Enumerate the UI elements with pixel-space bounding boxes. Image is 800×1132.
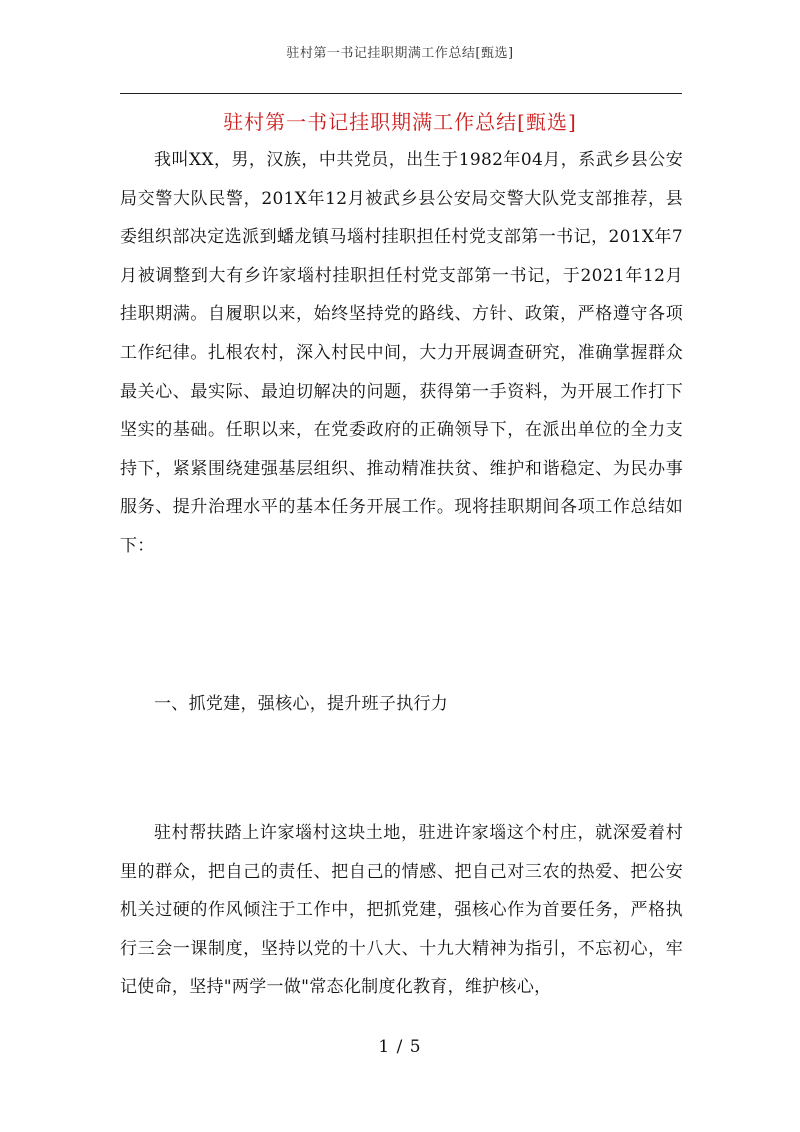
document-title: 驻村第一书记挂职期满工作总结[甄选] (223, 110, 577, 134)
page-number: 1 / 5 (378, 1037, 422, 1057)
section-heading-1: 一、抓党建，强核心，提升班子执行力 (154, 694, 449, 714)
body-text-block-2 (120, 814, 683, 1007)
paragraph-introduction: 我叫XX，男，汉族，中共党员，出生于1982年04月，系武乡县公安局交警大队民警，201X年12月被武乡县公安局交警大队党支部推荐，县委组织部决定选派到蟠龙镇马堖村挂职担任村党支部第一书记，201X年7月被调整到大有乡许家堖村挂职担任村党支部第一书记，于2021年12月挂职期满。自履职以来，始终坚持党的路线、方针、政策，严格遵守各项工作纪律。扎根农村，深入村民中间，大力开展调查研究，准确掌握群众最关心、最实际、最迫切解决的问题，获得第一手资料，为开展工作打下坚实的基础。任职以来，在党委政府的正确领导下，在派出单位的全力支持下，紧紧围绕建强基层组织、推动精准扶贫、维护和谐稳定、为民办事服务、提升治理水平的基本任务开展工作。现将挂职期间各项工作总结如下： (120, 150, 683, 556)
paragraph-party-building: 驻村帮扶踏上许家堖村这块土地，驻进许家堖这个村庄，就深爱着村里的群众，把自己的责任、把自己的情感、把自己对三农的热爱、把公安机关过硬的作风倾注于工作中，把抓党建，强核心作为首要任务，严格执行三会一课制度，坚持以党的十八大、十九大精神为指引，不忘初心，牢记使命，坚持"两学一做"常态化制度化教育，维护核心， (120, 823, 683, 998)
header-divider (120, 93, 682, 94)
running-header: 驻村第一书记挂职期满工作总结[甄选] (286, 46, 514, 61)
body-text-block-1 (120, 141, 683, 566)
